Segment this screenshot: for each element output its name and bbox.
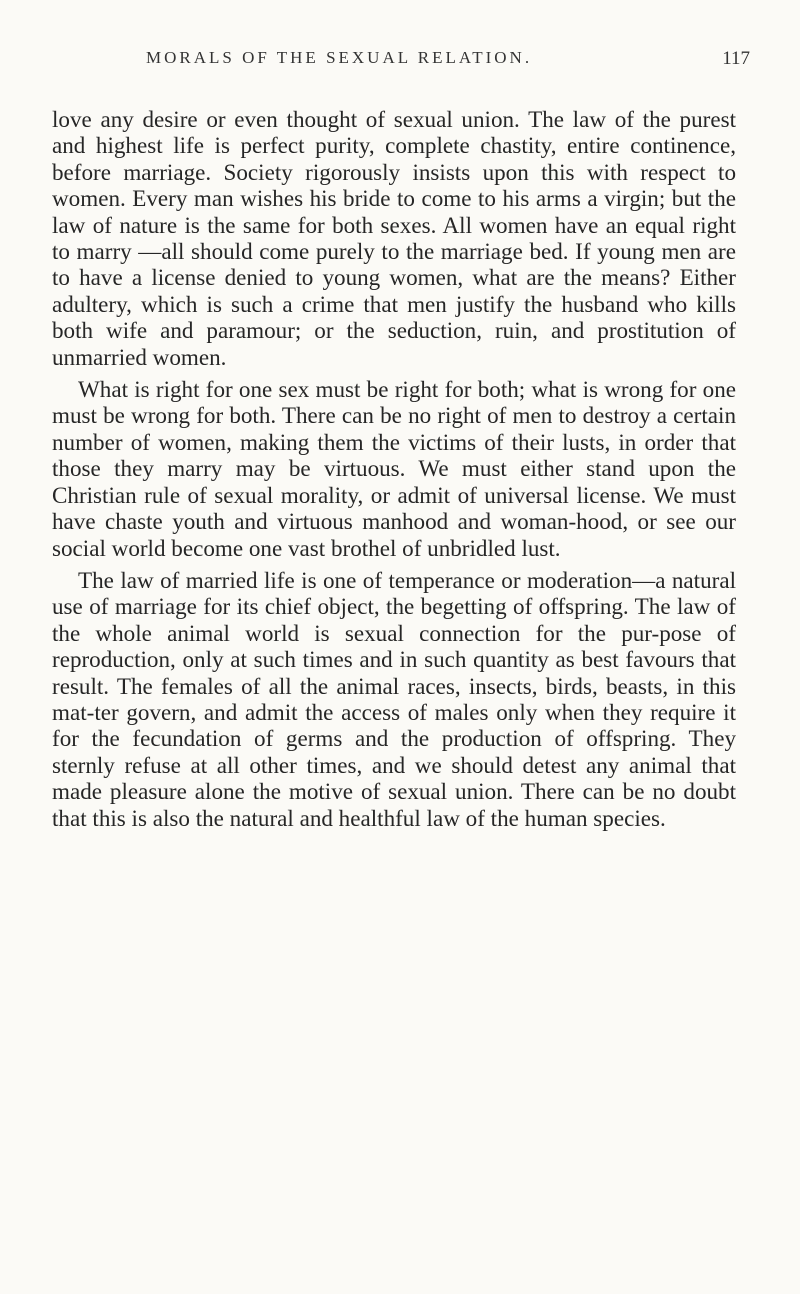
- page-number: 117: [722, 48, 750, 69]
- running-head: MORALS OF THE SEXUAL RELATION.: [146, 48, 533, 67]
- paragraph-law-of-married-life: The law of married life is one of temperance or moderation—a natural use of marriage for its chief object, the begetting of offspring. The law of the whole animal world is sexual connection for the pur-pose of reproduction, only at such times and in such quantity as best favours that result. The females of all the animal races, insects, birds, beasts, in this mat-ter govern, and admit the access of males only when they require it for the fecundation of germs and the production of offspring. They sternly refuse at all other times, and we should detest any animal that made pleasure alone the motive of sexual union. There can be no doubt that this is also the natural and healthful law of the human species.: [52, 566, 736, 831]
- paragraph-continuation: love any desire or even thought of sexual union. The law of the purest and highest life is perfect purity, complete chastity, entire continence, before marriage. Society rigorously insists upon this with respect to women. Every man wishes his bride to come to his arms a virgin; but the law of nature is the same for both sexes. All women have an equal right to marry —all should come purely to the marriage bed. If young men are to have a license denied to young women, what are the means? Either adultery, which is such a crime that men justify the husband who kills both wife and paramour; or the seduction, ruin, and prostitution of unmarried women.: [52, 106, 736, 370]
- body-text: [52, 106, 736, 837]
- paragraph-right-for-both: What is right for one sex must be right for both; what is wrong for one must be wrong for both. There can be no right of men to destroy a certain number of women, making them the victims of their lusts, in order that those they marry may be virtuous. We must either stand upon the Christian rule of sexual morality, or admit of universal license. We must have chaste youth and virtuous manhood and woman-hood, or see our social world become one vast brothel of unbridled lust.: [52, 376, 736, 561]
- page-header: [60, 36, 780, 76]
